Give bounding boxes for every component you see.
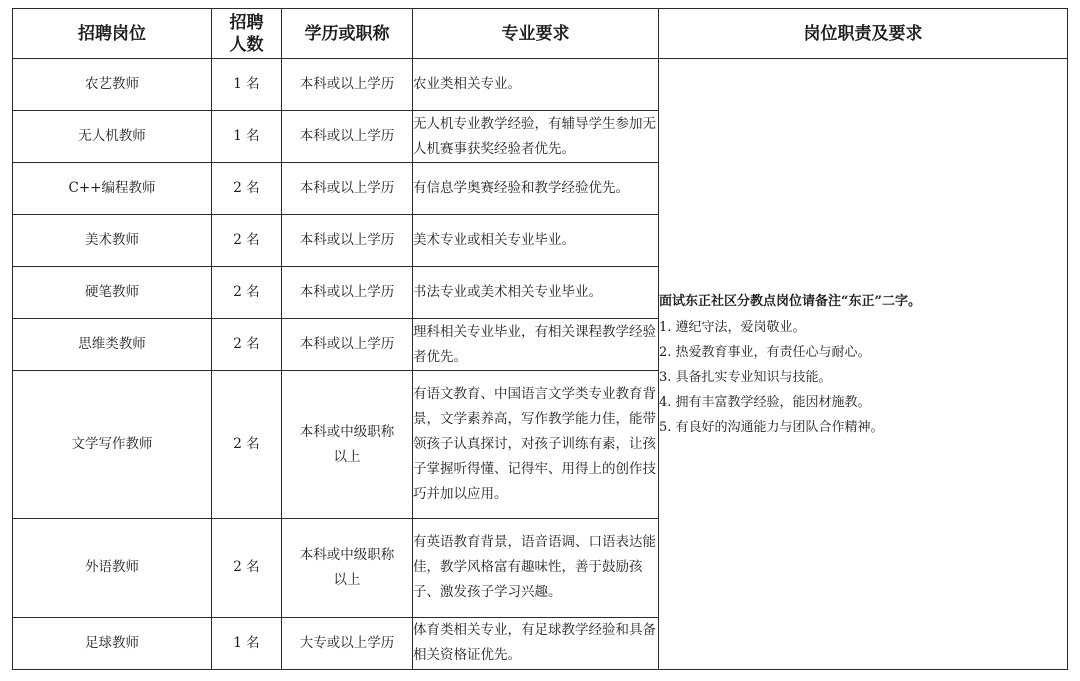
count-cell: 2 名	[212, 518, 282, 617]
count-cell: 2 名	[212, 371, 282, 518]
duties-note: 面试东正社区分教点岗位请备注“东正”二字。	[659, 293, 921, 309]
education-cell: 本科或以上学历	[282, 59, 413, 111]
duty-item: 5. 有良好的沟通能力与团队合作精神。	[659, 419, 884, 435]
header-duties: 岗位职责及要求	[659, 9, 1068, 59]
duty-item: 4. 拥有丰富教学经验，能因材施教。	[659, 394, 871, 410]
major-cell: 书法专业或美术相关专业毕业。	[413, 267, 659, 319]
position-cell: 外语教师	[13, 518, 212, 617]
education-cell: 本科或以上学历	[282, 267, 413, 319]
table-row	[13, 59, 1068, 111]
header-position: 招聘岗位	[13, 9, 212, 59]
education-cell: 本科或以上学历	[282, 215, 413, 267]
count-cell: 1 名	[212, 617, 282, 669]
major-cell: 美术专业或相关专业毕业。	[413, 215, 659, 267]
header-row	[13, 9, 1068, 59]
education-cell: 大专或以上学历	[282, 617, 413, 669]
count-cell: 2 名	[212, 163, 282, 215]
duties-cell	[659, 59, 1068, 670]
major-cell: 有信息学奥赛经验和教学经验优先。	[413, 163, 659, 215]
major-cell: 有英语教育背景，语音语调、口语表达能佳，教学风格富有趣味性，善于鼓励孩子、激发孩子学习兴趣。	[413, 518, 659, 617]
major-cell: 体育类相关专业，有足球教学经验和具备相关资格证优先。	[413, 617, 659, 669]
position-cell: 文学写作教师	[13, 371, 212, 518]
position-cell: 无人机教师	[13, 111, 212, 163]
major-cell: 无人机专业教学经验，有辅导学生参加无人机赛事获奖经验者优先。	[413, 111, 659, 163]
position-cell: 农艺教师	[13, 59, 212, 111]
education-cell: 本科或以上学历	[282, 163, 413, 215]
position-cell: C++编程教师	[13, 163, 212, 215]
major-cell: 理科相关专业毕业，有相关课程教学经验者优先。	[413, 319, 659, 371]
position-cell: 美术教师	[13, 215, 212, 267]
header-major: 专业要求	[413, 9, 659, 59]
header-education: 学历或职称	[282, 9, 413, 59]
position-cell: 思维类教师	[13, 319, 212, 371]
count-cell: 1 名	[212, 111, 282, 163]
education-cell: 本科或中级职称以上	[282, 371, 413, 518]
education-cell: 本科或以上学历	[282, 319, 413, 371]
count-cell: 2 名	[212, 267, 282, 319]
recruitment-table	[12, 8, 1068, 670]
education-cell: 本科或中级职称以上	[282, 518, 413, 617]
position-cell: 足球教师	[13, 617, 212, 669]
count-cell: 2 名	[212, 319, 282, 371]
count-cell: 1 名	[212, 59, 282, 111]
major-cell: 农业类相关专业。	[413, 59, 659, 111]
education-cell: 本科或以上学历	[282, 111, 413, 163]
position-cell: 硬笔教师	[13, 267, 212, 319]
header-count: 招聘人数	[212, 9, 282, 59]
duty-item: 3. 具备扎实专业知识与技能。	[659, 369, 832, 385]
duty-item: 2. 热爱教育事业，有责任心与耐心。	[659, 344, 871, 360]
count-cell: 2 名	[212, 215, 282, 267]
duty-item: 1. 遵纪守法，爱岗敬业。	[659, 319, 806, 335]
major-cell: 有语文教育、中国语言文学类专业教育背景，文学素养高，写作教学能力佳，能带领孩子认真探讨，对孩子训练有素，让孩子掌握听得懂、记得牢、用得上的创作技巧并加以应用。	[413, 371, 659, 518]
